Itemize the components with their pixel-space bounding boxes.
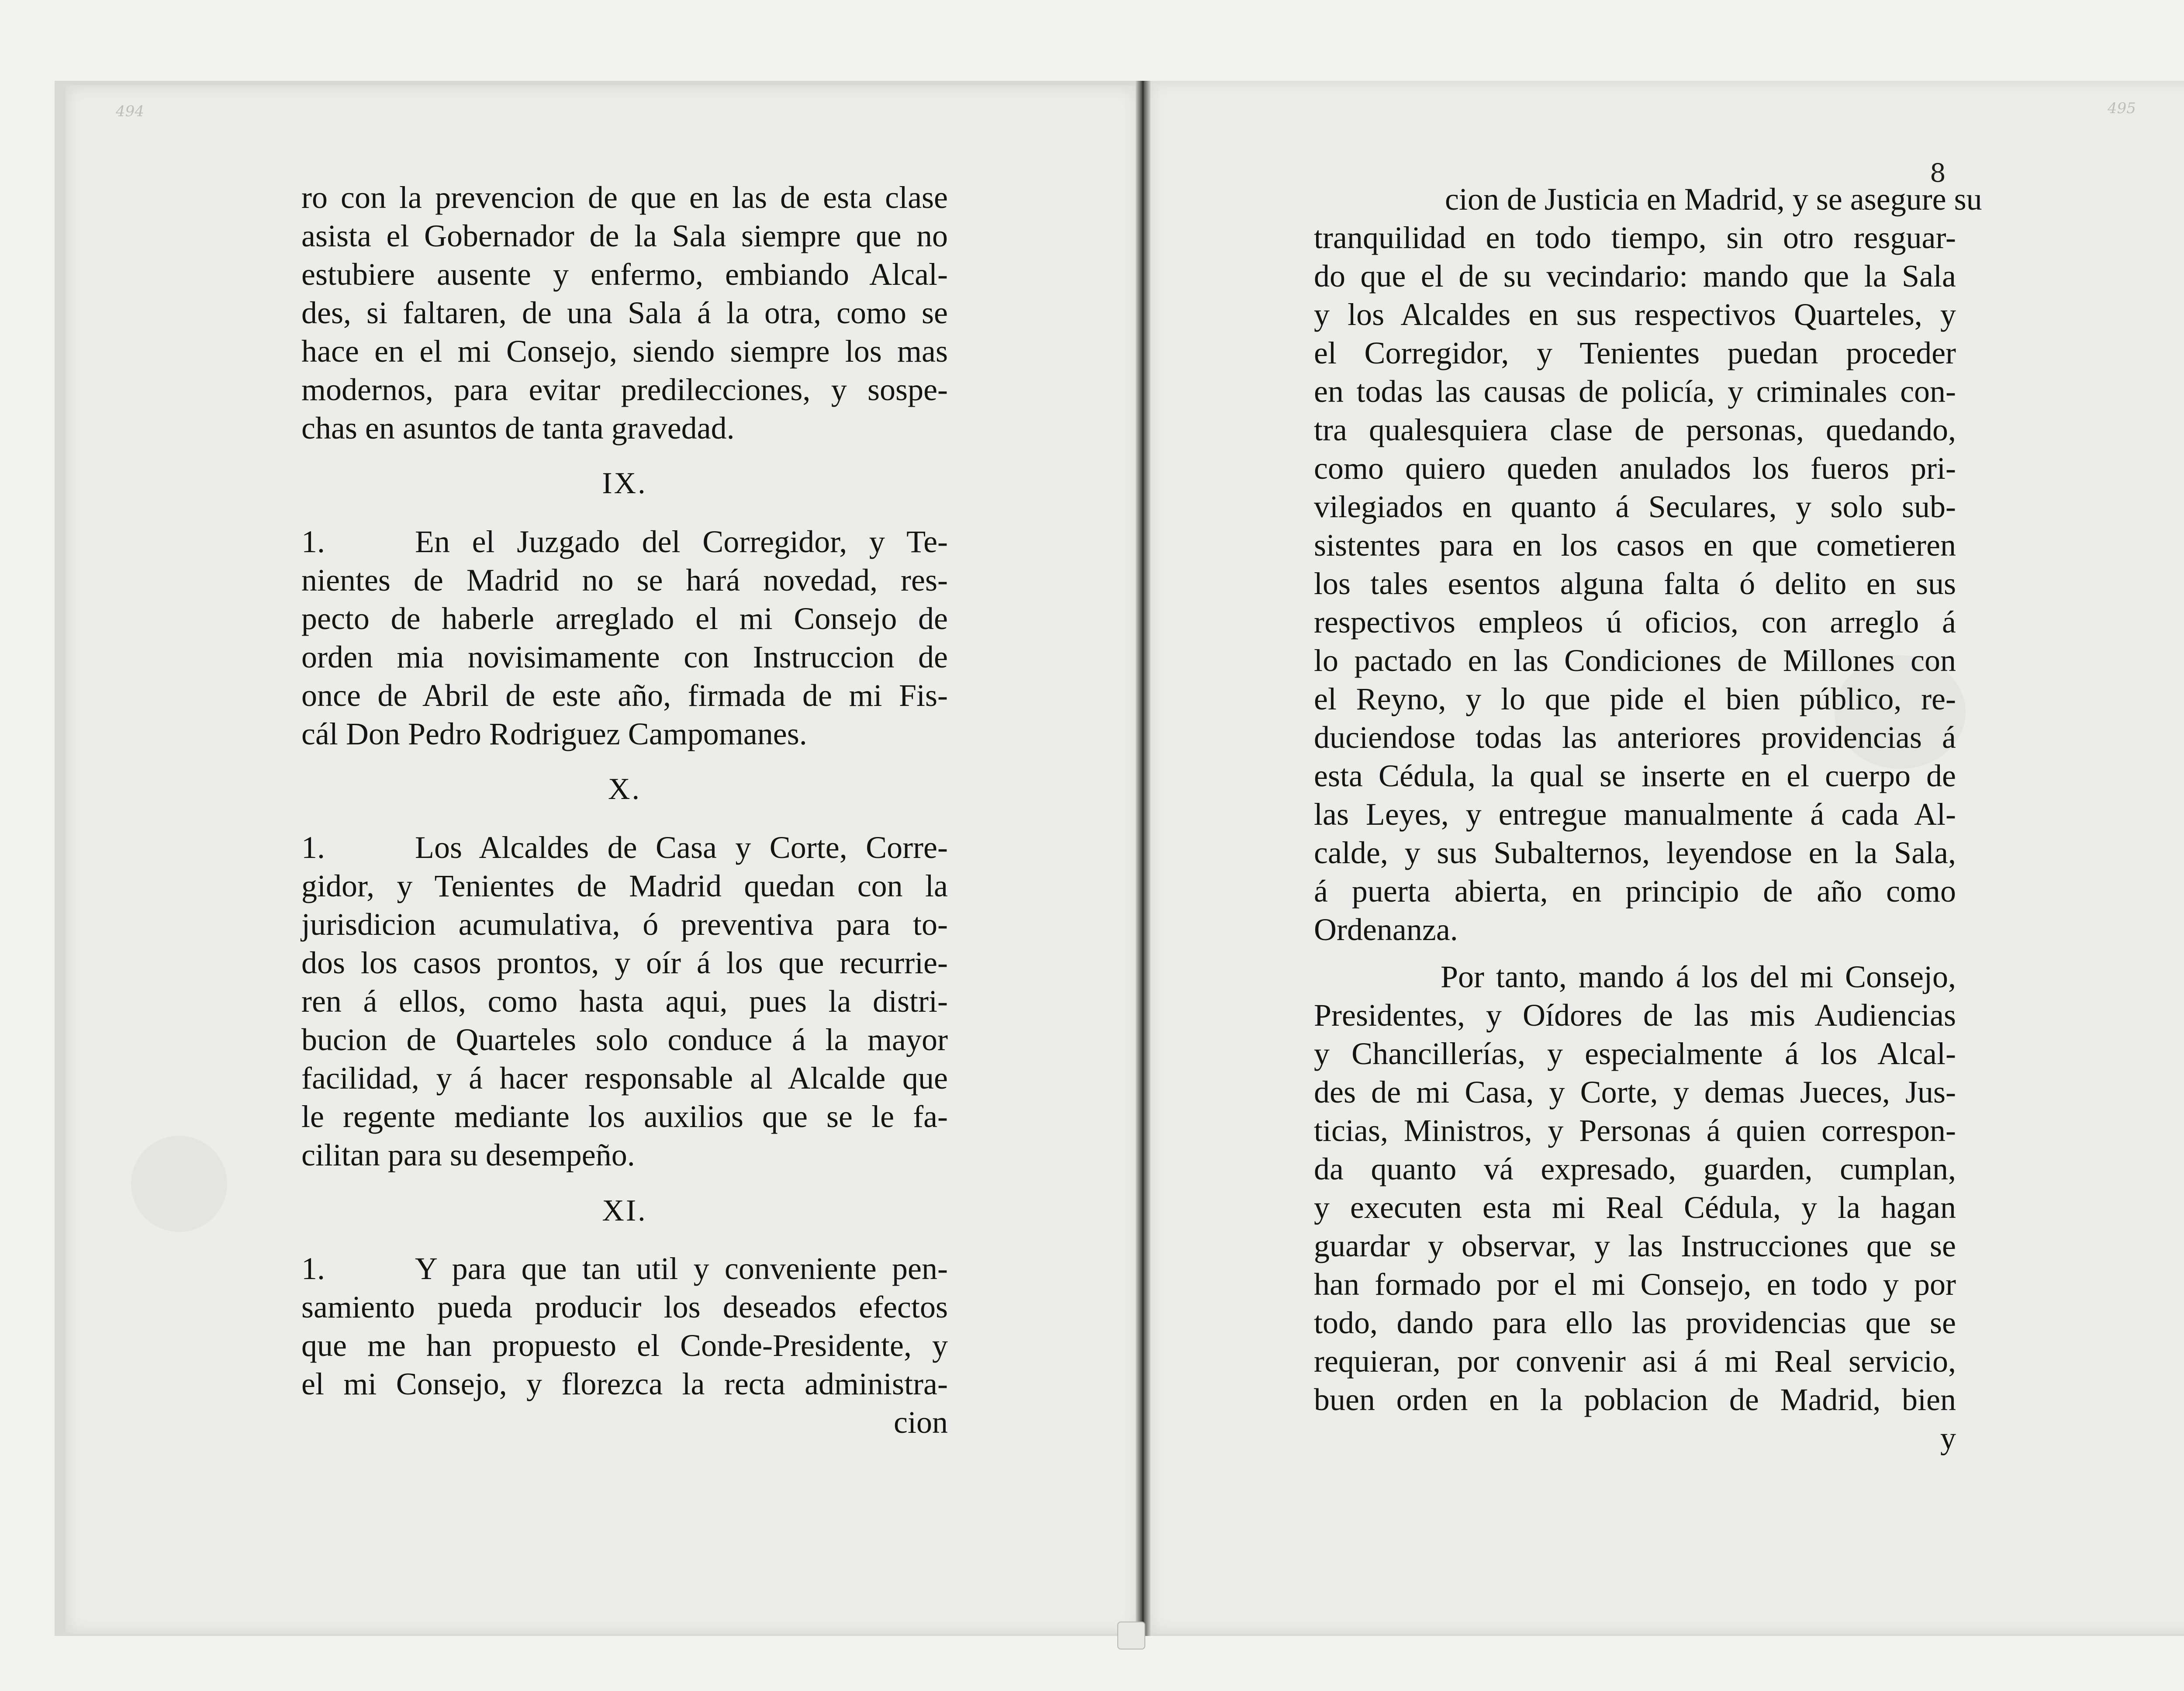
section-number: 1. — [301, 524, 325, 559]
text-line: duciendose todas las anteriores providencias á — [1314, 720, 1956, 755]
text-line: todo, dando para ello las providencias que se — [1314, 1305, 1956, 1340]
text-line: tranquilidad en todo tiempo, sin otro resguar- — [1314, 220, 1956, 255]
text-line: pecto de haberle arreglado el mi Consejo de — [301, 601, 948, 636]
text-line: gidor, y Tenientes de Madrid quedan con la — [301, 868, 948, 903]
text-line: como quiero queden anulados los fueros pri- — [1314, 451, 1956, 486]
text-line: el Reyno, y lo que pide el bien público, re- — [1314, 681, 1956, 716]
binding-clip-icon — [1117, 1622, 1145, 1650]
right-folio-number: 495 — [2108, 100, 2136, 117]
text-line: do que el de su vecindario: mando que la Sala — [1314, 259, 1956, 294]
text-line: chas en asuntos de tanta gravedad. — [301, 411, 735, 446]
text-line: ren á ellos, como hasta aqui, pues la distri- — [301, 984, 948, 1019]
text-line: sistentes para en los casos en que cometieren — [1314, 528, 1956, 563]
text-line: los tales esentos alguna falta ó delito en sus — [1314, 566, 1956, 601]
text-line: tra qualesquiera clase de personas, quedando, — [1314, 412, 1956, 447]
text-line: jurisdicion acumulativa, ó preventiva para to- — [301, 907, 948, 942]
text-line: que me han propuesto el Conde-Presidente, y — [301, 1328, 948, 1363]
text-line — [301, 522, 948, 561]
text-line: guardar y observar, y las Instrucciones que se — [1314, 1228, 1956, 1263]
text-line: des, si faltaren, de una Sala á la otra, como se — [301, 295, 948, 330]
text-line: ticias, Ministros, y Personas á quien correspon- — [1314, 1113, 1956, 1148]
text-line: facilidad, y á hacer responsable al Alcalde que — [301, 1061, 948, 1096]
text-line: once de Abril de este año, firmada de mi Fis- — [301, 678, 948, 713]
text-line: samiento pueda producir los deseados efectos — [301, 1290, 948, 1324]
text-line: Por tanto, mando á los del mi Consejo, — [1441, 959, 1956, 994]
text-line: Presidentes, y Oídores de las mis Audiencias — [1314, 998, 1956, 1033]
section-number: 1. — [301, 830, 325, 865]
text-line-body: En el Juzgado del Corregidor, y Te- — [415, 524, 948, 559]
text-line: y Chancillerías, y especialmente á los Alcal- — [1314, 1036, 1956, 1071]
text-line: esta Cédula, la qual se inserte en el cuerpo de — [1314, 758, 1956, 793]
text-line-body: Y para que tan util y conveniente pen- — [415, 1251, 948, 1286]
catchword: cion — [894, 1405, 948, 1440]
text-line: Ordenanza. — [1314, 912, 1458, 947]
section-heading-x: X. — [608, 772, 642, 806]
text-line: calde, y sus Subalternos, leyendose en la Sala, — [1314, 835, 1956, 870]
section-heading-xi: XI. — [602, 1194, 647, 1228]
text-line: las Leyes, y entregue manualmente á cada Al- — [1314, 797, 1956, 832]
text-line: ro con la prevencion de que en las de esta clase — [301, 180, 948, 215]
text-line: asista el Gobernador de la Sala siempre que no — [301, 218, 948, 253]
book-gutter — [1136, 81, 1151, 1636]
text-line: hace en el mi Consejo, siendo siempre los mas — [301, 334, 948, 369]
text-line: y los Alcaldes en sus respectivos Quarteles, y — [1314, 297, 1956, 332]
section-number: 1. — [301, 1251, 325, 1286]
text-line: da quanto vá expresado, guarden, cumplan, — [1314, 1152, 1956, 1186]
text-line: estubiere ausente y enfermo, embiando Alcal- — [301, 257, 948, 292]
text-line: cilitan para su desempeño. — [301, 1138, 635, 1172]
section-heading-ix: IX. — [602, 467, 647, 500]
text-line — [301, 828, 948, 867]
text-line: cál Don Pedro Rodriguez Campomanes. — [301, 716, 807, 751]
paper-stain — [131, 1136, 227, 1232]
text-line: requieran, por convenir asi á mi Real servicio, — [1314, 1344, 1956, 1379]
text-line: des de mi Casa, y Corte, y demas Jueces, Jus- — [1314, 1075, 1956, 1110]
text-line: y executen esta mi Real Cédula, y la hagan — [1314, 1190, 1956, 1225]
text-line-body: Los Alcaldes de Casa y Corte, Corre- — [415, 830, 948, 865]
page-number: 8 — [1930, 158, 1946, 188]
text-line: en todas las causas de policía, y criminales con- — [1314, 374, 1956, 409]
text-line: han formado por el mi Consejo, en todo y por — [1314, 1267, 1956, 1302]
text-line: á puerta abierta, en principio de año como — [1314, 874, 1956, 909]
text-line — [301, 1249, 948, 1288]
left-folio-number: 494 — [116, 103, 144, 120]
text-line: le regente mediante los auxilios que se le fa- — [301, 1099, 948, 1134]
text-line: vilegiados en quanto á Seculares, y solo sub- — [1314, 489, 1956, 524]
catchword: y — [1940, 1421, 1956, 1456]
text-line: modernos, para evitar predilecciones, y sospe- — [301, 372, 948, 407]
text-line: lo pactado en las Condiciones de Millones con — [1314, 643, 1956, 678]
text-line: cion de Justicia en Madrid, y se asegure su — [1445, 182, 1982, 217]
text-line: dos los casos prontos, y oír á los que recurrie- — [301, 945, 948, 980]
text-line: bucion de Quarteles solo conduce á la mayor — [301, 1022, 948, 1057]
text-line: nientes de Madrid no se hará novedad, res- — [301, 563, 948, 598]
text-line: el Corregidor, y Tenientes puedan proceder — [1314, 335, 1956, 370]
text-line: respectivos empleos ú oficios, con arreglo á — [1314, 605, 1956, 640]
text-line: buen orden en la poblacion de Madrid, bien — [1314, 1382, 1956, 1417]
text-line: orden mia novisimamente con Instruccion de — [301, 640, 948, 674]
text-line: el mi Consejo, y florezca la recta administra- — [301, 1366, 948, 1401]
